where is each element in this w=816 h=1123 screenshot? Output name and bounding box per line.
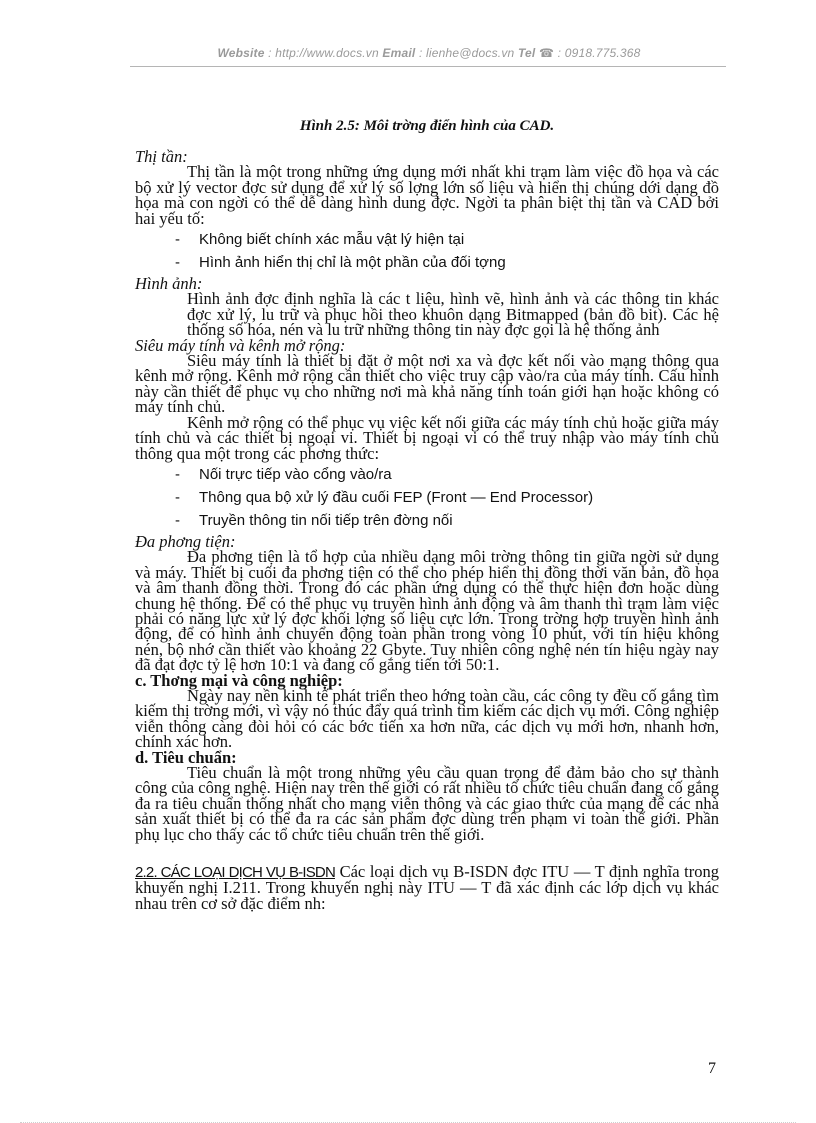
list-item-text: Không biết chính xác mẫu vật lý hiện tại <box>199 231 465 249</box>
list-item-text: Hình ảnh hiển thị chỉ là một phần của đối tợng <box>199 254 506 272</box>
paragraph-sieumay-1: Siêu máy tính là thiết bị đặt ở một nơi xa và đợc kết nối vào mạng thông qua kênh mở rộng. Kênh mở rộng cần thiết cho việc truy cập vào/ra của máy tính. Cấu hình này cần thiết để phục vụ cho những nơi mà khả năng tính toán giới hạn hoặc không có máy tính chủ. <box>135 351 719 417</box>
section-heading-d: d. Tiêu chuẩn: <box>135 747 237 767</box>
page-number: 7 <box>708 1060 716 1077</box>
section-title-daphuongtien: Đa phơng tiện: <box>135 531 236 551</box>
list-item-text: Thông qua bộ xử lý đầu cuối FEP (Front — End Processor) <box>199 488 594 506</box>
figure-caption: Hình 2.5: Môi trờng điển hình của CAD. <box>299 118 555 134</box>
website-label: Website <box>217 46 265 60</box>
paragraph-sieumay-2: Kênh mở rộng có thể phục vụ việc kết nối giữa các máy tính chủ hoặc giữa máy tính chủ và các thiết bị ngoại vi. Thiết bị ngoại vi có thể truy nhập vào máy tính chủ thông qua một trong các phơng thức: <box>135 412 719 463</box>
section-title-hinhanh: Hình ảnh: <box>135 274 203 294</box>
tel-label: Tel <box>517 46 536 60</box>
list-item <box>135 486 719 509</box>
paragraph-thitan: Thị tần là một trong những ứng dụng mới nhất khi trạm làm việc đồ họa và các bộ xử lý vector đợc sử dụng để xử lý số lợng lớn số liệu và hiển thị chúng dới dạng đồ họa mà con ngời có thể dễ dàng hình dung đợc. Ngời ta phân biệt thị tần và CAD bởi hai yếu tố: <box>135 162 719 228</box>
list-item-text: Truyền thông tin nối tiếp trên đờng nối <box>199 511 453 529</box>
list-item <box>135 463 719 486</box>
bullet-marker: - <box>175 488 180 506</box>
list-item-text: Nối trực tiếp vào cổng vào/ra <box>199 465 392 483</box>
email-value[interactable]: : lienhe@docs.vn <box>415 46 518 60</box>
header-divider <box>130 66 726 67</box>
page-content <box>135 118 719 911</box>
paragraph-hinhanh: Hình ảnh đợc định nghĩa là các t liệu, hình vẽ, hình ảnh và các thông tin khác đợc xử lý, lu trữ và phục hồi theo khuôn dạng Bitmapped (bản đồ bit). Các hệ thống số hóa, nén và lu trữ những thông tin này đợc gọi là hệ thống ảnh <box>187 289 719 340</box>
paragraph-daphuongtien: Đa phơng tiện là tổ hợp của nhiều dạng môi trờng thông tin giữa ngời sử dụng và máy. Thiết bị cuối đa phơng tiện có thể cho phép hiển thị đồng thời văn bản, đồ họa và âm thanh đồng thời. Trong đó các phần ứng dụng có thể thực hiện đơn hoặc dùng chung hệ thống. Để có thể phục vụ truyền hình ảnh động và âm thanh thì trạm làm việc phải có năng lực xử lý đợc khối lợng số liệu cực lớn. Trong trờng hợp truyền hình ảnh động, để có hình ảnh chuyển động toàn phần trong vòng 10 phút, với tín hiệu không nén, bộ nhớ cần thiết vào khoảng 22 Gbyte. Tuy nhiên công nghệ nén tín hiệu ngày nay đã đạt đợc tỷ lệ hơn 10:1 và đang cố gắng tiến tới 50:1. <box>135 547 719 675</box>
section-heading-c: c. Thơng mại và công nghiệp: <box>135 670 343 690</box>
paragraph-c: Ngày nay nền kinh tế phát triển theo hớng toàn cầu, các công ty đều cố gắng tìm kiếm thị trờng mới, vì vậy nó thúc đẩy quá trình tìm kiếm các dịch vụ mới. Công nghiệp viễn thông càng đòi hỏi có các bớc tiến xa hơn nữa, các dịch vụ mới hơn, nhanh hơn, chính xác hơn. <box>135 685 719 752</box>
bullet-marker: - <box>175 231 180 249</box>
email-label: Email <box>382 46 416 60</box>
section-2-2 <box>135 864 719 911</box>
list-item <box>135 228 719 251</box>
bullet-marker: - <box>175 465 180 483</box>
section-title-sieumay: Siêu máy tính và kênh mở rộng: <box>135 335 346 355</box>
website-value[interactable]: : http://www.docs.vn <box>264 46 383 60</box>
list-item <box>135 251 719 274</box>
section-2-2-heading: 2.2. CÁC LOẠI DỊCH VỤ B-ISDN <box>135 864 335 882</box>
tel-value: ☎ : 0918.775.368 <box>535 46 641 60</box>
list-item <box>135 509 719 532</box>
section-2-2-text: Các loại dịch vụ B-ISDN đợc ITU — T định nghĩa trong khuyến nghị I.211. Trong khuyến nghị này ITU — T đã xác định các lớp dịch vụ khác nhau trên cơ sở đặc điểm nh: <box>135 862 719 913</box>
page-header <box>135 46 723 60</box>
section-title-thitan: Thị tần: <box>135 147 188 166</box>
bullet-list-thitan <box>135 228 719 274</box>
bullet-marker: - <box>175 254 180 272</box>
paragraph-d: Tiêu chuẩn là một trong những yêu cầu quan trọng để đảm bảo cho sự thành công của công nghệ. Hiện nay trên thế giới có rất nhiều tổ chức tiêu chuẩn đang cố gắng đa ra tiêu chuẩn thống nhất cho mạng viễn thông và các giao thức của mạng để các nhà sản xuất thiết bị có thể đa ra các sản phẩm đợc dùng trên phạm vi toàn thế giới. Phần phụ lục cho thấy các tổ chức tiêu chuẩn trên thế giới. <box>135 763 719 844</box>
bullet-marker: - <box>175 511 180 529</box>
bullet-list-sieumay <box>135 463 719 532</box>
